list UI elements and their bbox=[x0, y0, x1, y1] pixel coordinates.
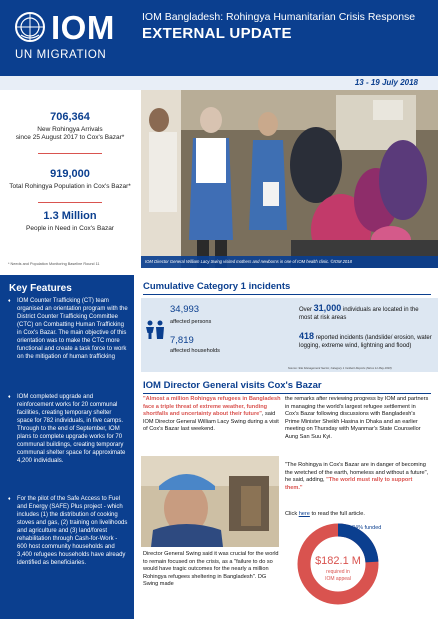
stat-divider bbox=[38, 153, 102, 154]
affected-households-label: affected households bbox=[170, 348, 220, 354]
appeal-required-line: required in bbox=[326, 569, 350, 575]
stat-new-arrivals-label-1: New Rohingya Arrivals bbox=[37, 126, 103, 133]
article-quote: "Almost a million Rohingya refugees in Bangladesh face a triple threat of extreme weather, funding shortfalls and uncertainty about their future" bbox=[143, 396, 281, 417]
article-closing-quote: "The world must rally to support them." bbox=[285, 477, 413, 491]
page-title: EXTERNAL UPDATE bbox=[142, 25, 292, 42]
stat-total-population-value: 919,000 bbox=[50, 168, 90, 180]
at-risk-individuals-text bbox=[299, 304, 433, 322]
un-emblem-icon bbox=[14, 11, 46, 43]
diamond-bullet-icon: ♦ bbox=[8, 496, 11, 502]
key-feature-item bbox=[8, 495, 128, 567]
read-more-link[interactable]: here bbox=[298, 511, 310, 517]
at-risk-count: 31,000 bbox=[313, 303, 342, 313]
read-more-line bbox=[285, 511, 431, 519]
reported-incidents-count: 418 bbox=[299, 331, 315, 341]
section-divider bbox=[143, 393, 431, 394]
incidents-title: Cumulative Category 1 incidents bbox=[143, 281, 291, 292]
date-bar bbox=[0, 76, 438, 90]
header-subtitle: IOM Bangladesh: Rohingya Humanitarian Crisis Response bbox=[142, 11, 416, 23]
iom-logo bbox=[14, 11, 128, 67]
photo-caption-bar bbox=[141, 256, 438, 268]
key-features-title: Key Features bbox=[9, 283, 72, 294]
incidents-source: Source: Site Management Sector, Category 1 Incident Reports (Since 11 May 2018) bbox=[288, 366, 392, 370]
article-right-paragraph-1: the remarks after reviewing progress by IOM and partners in managing the world's largest refugee settlement in Cox's Bazar following discussions with Bangladesh's Prime Minister Sheikh Hasina in Dhaka and an earlier meeting on Thursday with Myanmar's State Counsellor Aung San Suu Kyi. bbox=[285, 396, 429, 440]
article-intro-paragraph bbox=[143, 396, 281, 434]
photo-caption: IOM Director General William Lacy Swing visited mothers and newborns in one of IOM health clinic. ©IOM 2018 bbox=[145, 259, 352, 264]
funded-percent-label: 24% funded bbox=[352, 525, 382, 531]
article-right-paragraph-2 bbox=[285, 462, 431, 492]
reported-incidents-suffix: reported incidents (landslide/ erosion, water logging, extreme wind, lightning and flood) bbox=[299, 335, 432, 349]
affected-households-value: 7,819 bbox=[170, 335, 194, 346]
stat-people-in-need-label: People in Need in Cox's Bazar bbox=[26, 225, 114, 232]
logo-wordmark: IOM bbox=[51, 9, 115, 46]
key-features-panel bbox=[0, 275, 134, 619]
key-feature-text: IOM completed upgrade and reinforcement works for 20 communal facilities, creating temporary shelter space for 782 individuals, in five camps. Through to the end of September, IOM plans to complete upgrade works for 70 communal buildings, creating temporary communal shelter space for approximate 4,200 individuals. bbox=[17, 394, 126, 464]
incidents-panel bbox=[141, 298, 438, 372]
dg-portrait-photo bbox=[141, 456, 279, 547]
key-feature-text: IOM Counter Trafficking (CT) team organised an orientation program with the District Counter Trafficking Committee (CTC) on Combatting Human Trafficking in Cox's Bazar. The main objective of this orientation was to make the CTC more functional and create a task force to work on the mitigation of human trafficking bbox=[17, 298, 128, 360]
affected-persons-label: affected persons bbox=[170, 319, 212, 325]
hero-photo bbox=[141, 90, 438, 268]
diamond-bullet-icon: ♦ bbox=[8, 394, 11, 400]
reported-incidents-text bbox=[299, 332, 433, 350]
date-range: 13 - 19 July 2018 bbox=[354, 78, 418, 87]
logo-subtitle: UN MIGRATION bbox=[15, 49, 107, 61]
section-divider bbox=[143, 294, 431, 295]
clinic-visit-photo bbox=[141, 90, 438, 268]
read-more-suffix: to read the full article. bbox=[309, 511, 365, 517]
stat-people-in-need-value: 1.3 Million bbox=[43, 210, 97, 222]
key-feature-item bbox=[8, 393, 128, 465]
director-general-photo bbox=[141, 456, 279, 547]
stat-total-population-label: Total Rohingya Population in Cox's Bazar* bbox=[9, 183, 131, 190]
appeal-required-line: IOM appeal bbox=[325, 575, 351, 582]
stat-new-arrivals-label-2: since 25 August 2017 to Cox's Bazar* bbox=[15, 134, 125, 141]
article-left-paragraph: Director General Swing said it was crucial for the world to remain focused on the crisis, as a "failure to do so would have tragic outcomes for the nearly a million Rohingya refugees sheltering in Bangladesh". DG Swing made bbox=[143, 551, 279, 587]
article-intro-text: , said IOM Director General William Lacy Swing during a visit of Cox's Bazar last weekend. bbox=[143, 411, 279, 432]
article-right-text: "The Rohingya in Cox's Bazar are in danger of becoming the wretched of the earth, homeless and without a future", he said, adding, bbox=[285, 462, 429, 483]
key-feature-item bbox=[8, 297, 128, 361]
diamond-bullet-icon: ♦ bbox=[8, 298, 11, 304]
at-risk-suffix: individuals are located in the most at risk areas bbox=[299, 307, 419, 321]
header-banner bbox=[0, 0, 438, 76]
stats-footnote: * Needs and Population Monitoring Baseline Round 11 bbox=[8, 262, 100, 266]
at-risk-prefix: Over bbox=[299, 307, 314, 313]
stat-new-arrivals-value: 706,364 bbox=[50, 111, 90, 123]
appeal-amount: $182.1 M bbox=[315, 555, 361, 567]
key-feature-text: For the pilot of the Safe Access to Fuel and Energy (SAFE) Plus project - which includes (1) the distribution of cooking stoves and gas, (2) training on livelihoods and agriculture and (3) land/forest rehabilitation through Cash-for-Work - 600 host community households and 3,400 refugees households have already identified as beneficiaries. bbox=[17, 496, 128, 566]
article-title: IOM Director General visits Cox's Bazar bbox=[143, 380, 322, 391]
appeal-required-label bbox=[308, 569, 368, 582]
stat-divider bbox=[38, 202, 102, 203]
affected-persons-value: 34,993 bbox=[170, 304, 200, 315]
people-icon bbox=[144, 319, 166, 339]
read-more-prefix: Click bbox=[285, 511, 299, 517]
